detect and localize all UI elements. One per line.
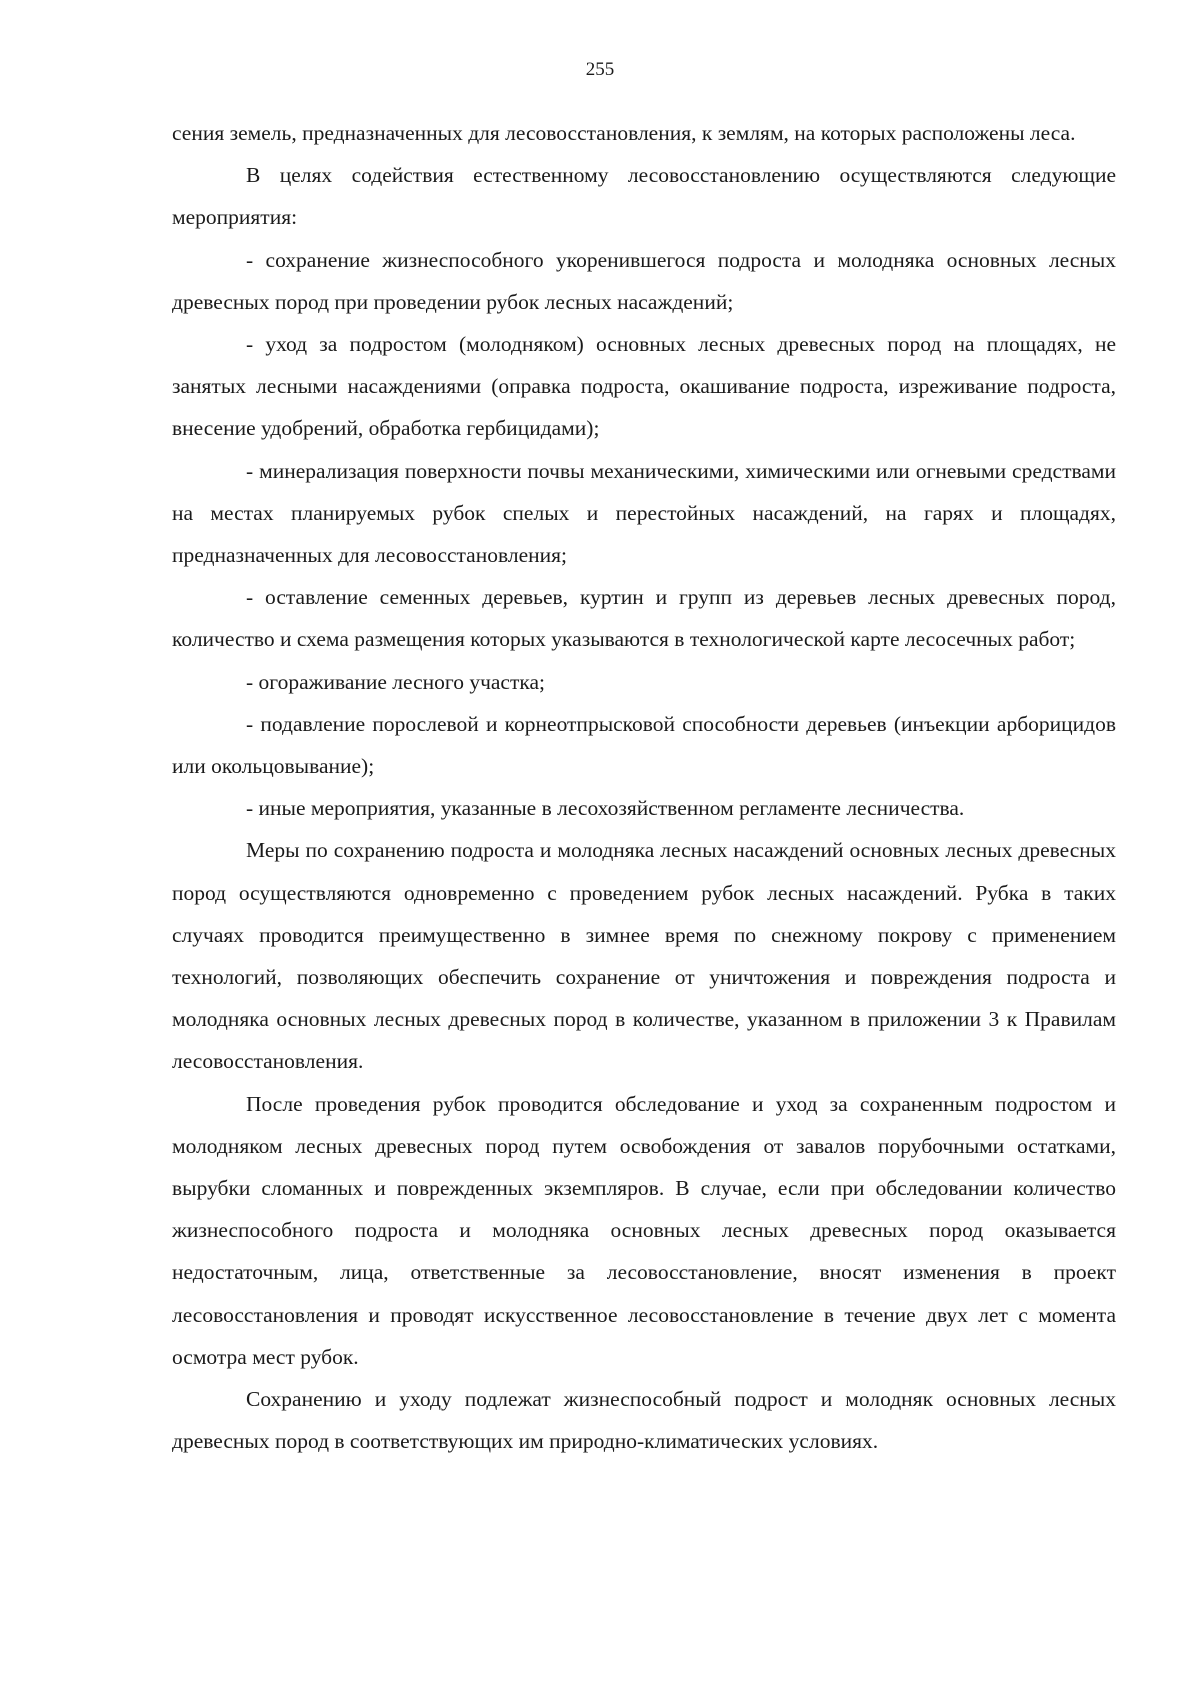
list-item-care: - уход за подростом (молодняком) основных лесных древесных пород на площадях, не занятых лесными насаждениями (оправка подроста, окашивание подроста, изреживание подроста, внесение удобрений, обработка гербицидами); xyxy=(172,332,1116,441)
document-body xyxy=(172,112,1116,1463)
list-item-mineralization: - минерализация поверхности почвы механическими, химическими или огневыми средствами на местах планируемых рубок спелых и перестойных насаждений, на гарях и площадях, предназначенных для лесовосстановления; xyxy=(172,458,1116,568)
list-item-seed-trees: - оставление семенных деревьев, куртин и групп из деревьев лесных древесных пород, количество и схема размещения которых указываются в технологической карте лесосечных работ; xyxy=(172,585,1116,652)
list-item-preservation: - сохранение жизнеспособного укоренившегося подроста и молодняка основных лесных древесных пород при проведении рубок лесных насаждений; xyxy=(172,247,1116,314)
paragraph-measures: Меры по сохранению подроста и молодняка лесных насаждений основных лесных древесных пород осуществляются одновременно с проведением рубок лесных насаждений. Рубка в таких случаях проводится преимущественно в зимнее время по снежному покрову с применением технологий, позволяющих обеспечить сохранение от уничтожения и повреждения подроста и молодняка основных лесных древесных пород в количестве, указанном в приложении 3 к Правилам лесовосстановления. xyxy=(172,838,1116,1074)
list-item-suppression: - подавление порослевой и корнеотпрысковой способности деревьев (инъекции арборицидов или окольцовывание); xyxy=(172,711,1116,779)
paragraph-conclusion: Сохранению и уходу подлежат жизнеспособный подрост и молодняк основных лесных древесных пород в соответствующих им природно-климатических условиях. xyxy=(172,1387,1116,1454)
list-item-fencing: - огораживание лесного участка; xyxy=(246,669,546,694)
page-number: 255 xyxy=(585,59,615,80)
paragraph-after-felling: После проведения рубок проводится обследование и уход за сохраненным подростом и молодняком лесных древесных пород путем освобождения от завалов порубочными остатками, вырубки сломанных и поврежденных экземпляров. В случае, если при обследовании количество жизнеспособного подроста и молодняка основных лесных древесных пород оказывается недостаточным, лица, ответственные за лесовосстановление, вносят изменения в проект лесовосстановления и проводят искусственное лесовосстановление в течение двух лет с момента осмотра мест рубок. xyxy=(172,1091,1116,1369)
list-item-other: - иные мероприятия, указанные в лесохозяйственном регламенте лесничества. xyxy=(246,796,965,821)
paragraph-continuation: сения земель, предназначенных для лесовосстановления, к землям, на которых расположены леса. xyxy=(172,121,1076,145)
paragraph-intro-measures: В целях содействия естественному лесовосстановлению осуществляются следующие мероприятия: xyxy=(172,163,1116,230)
